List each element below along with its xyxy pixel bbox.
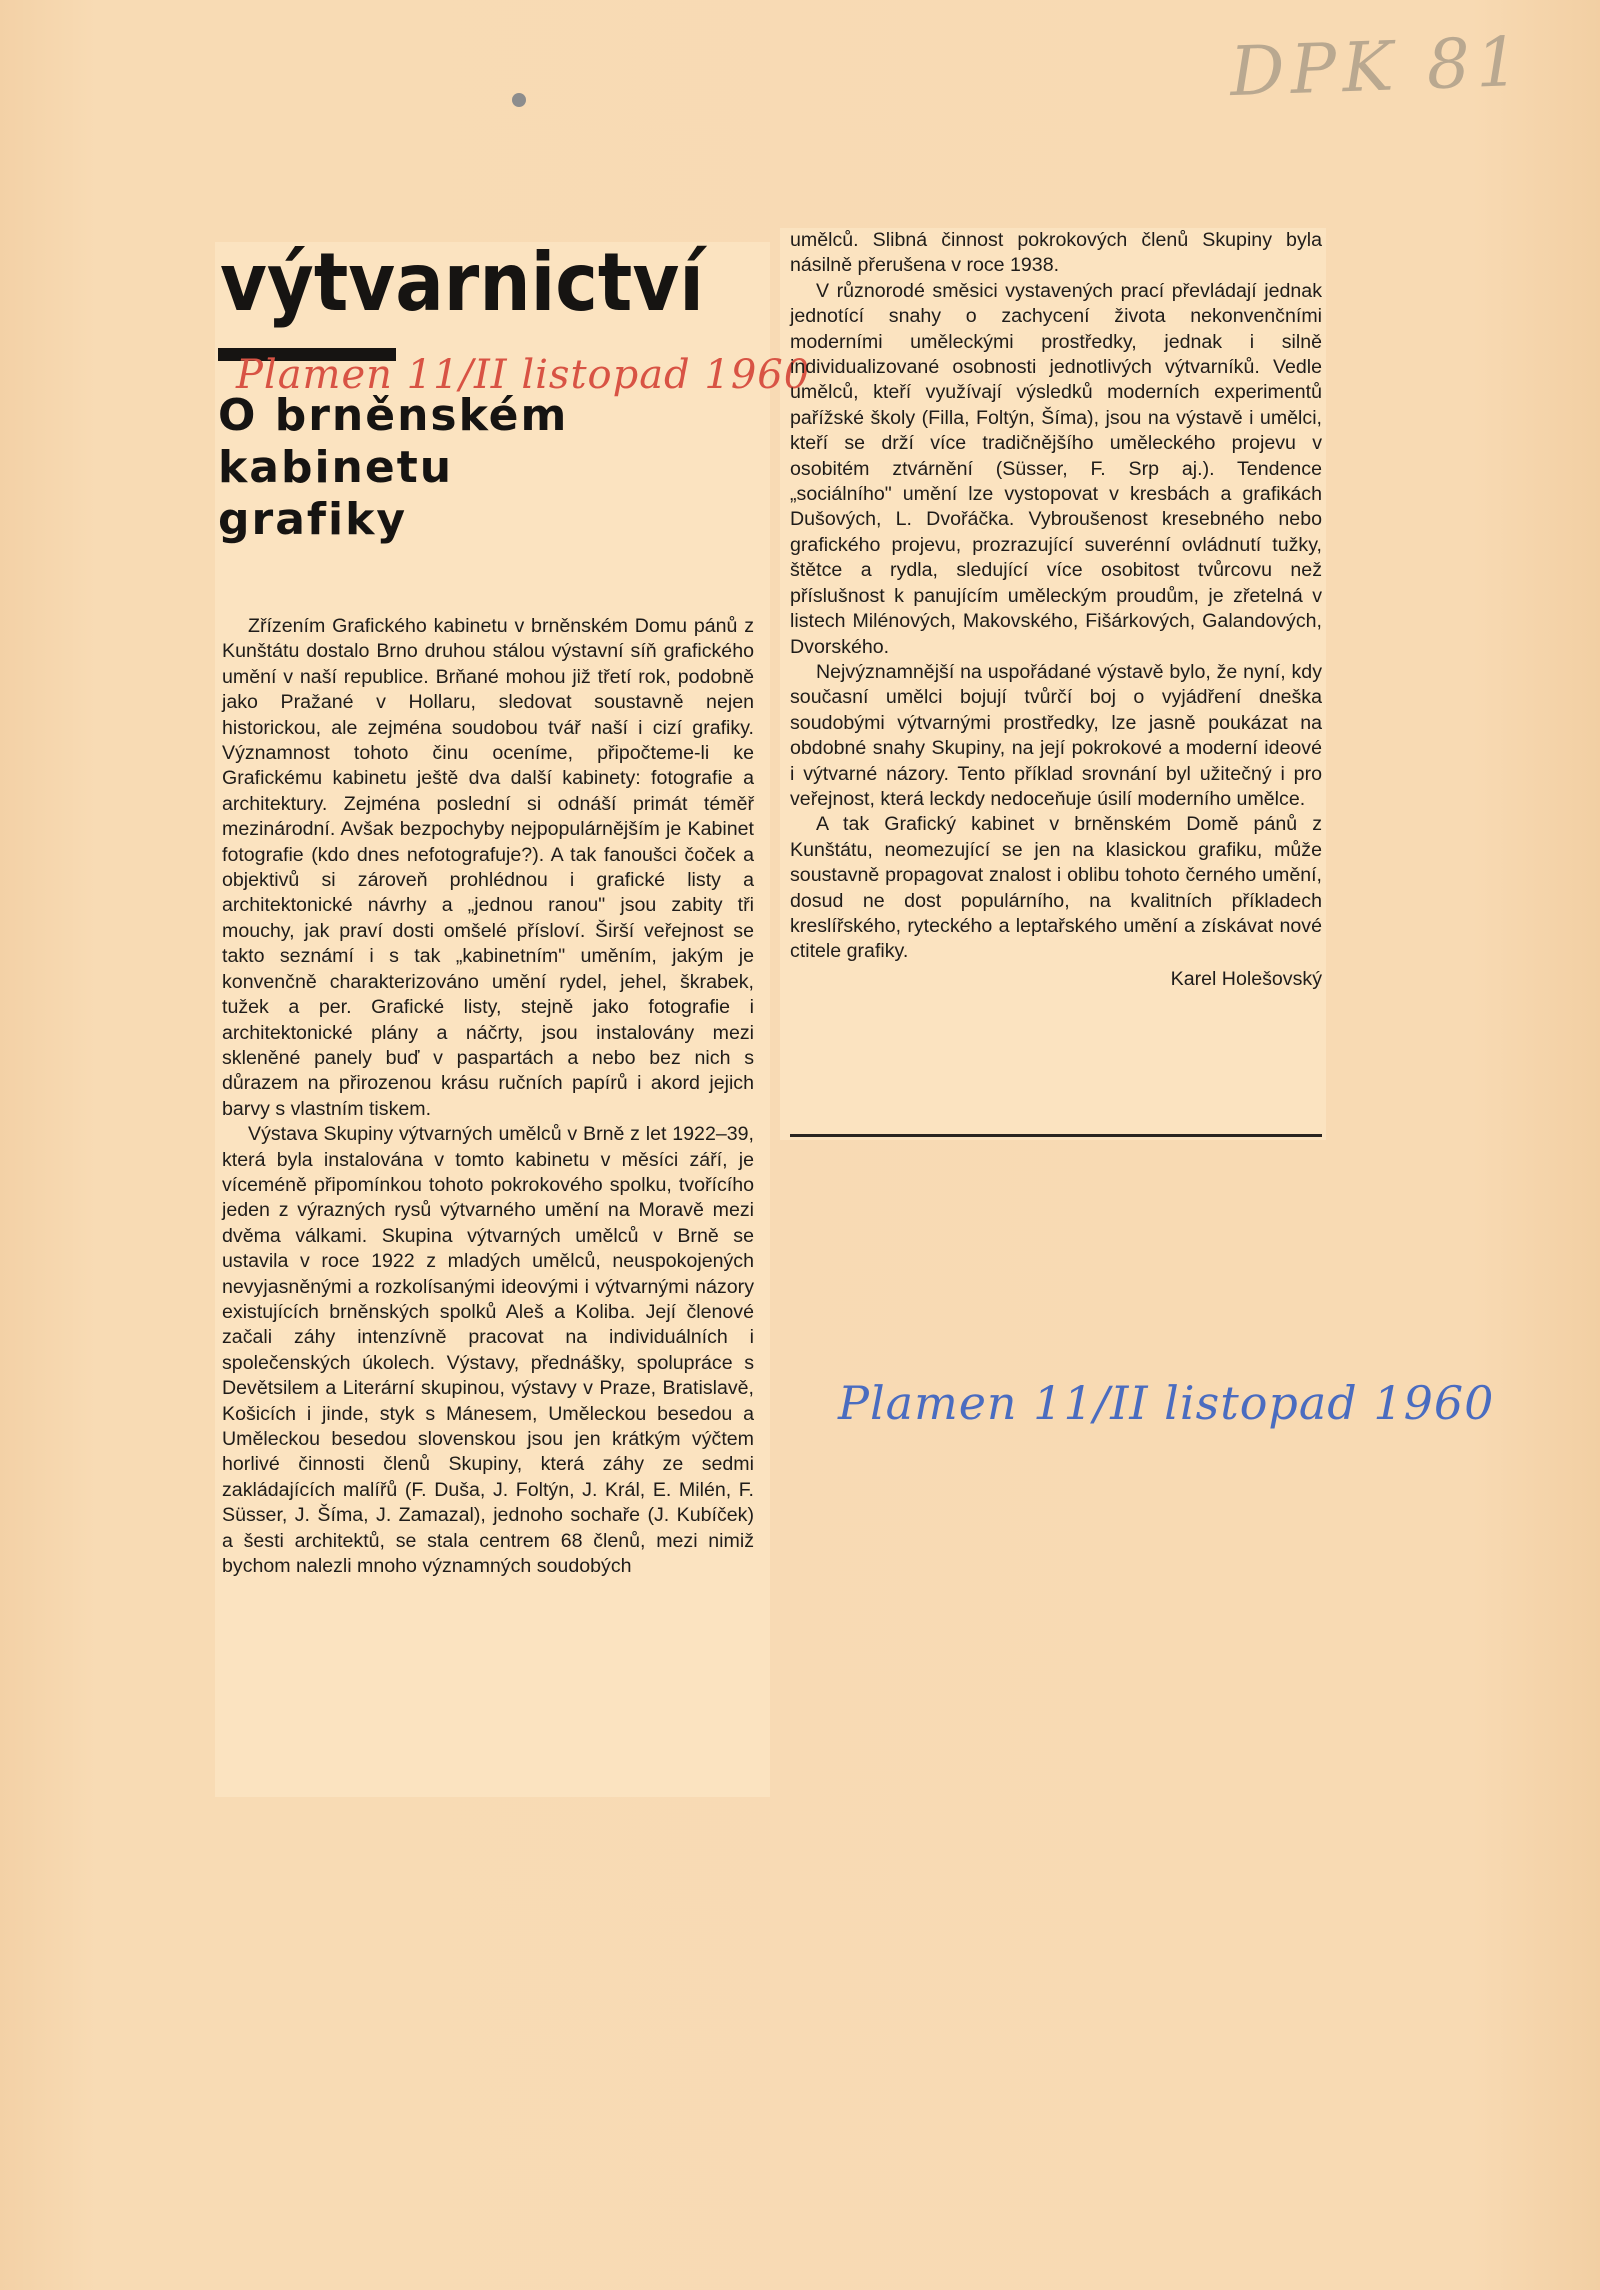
article-column-right bbox=[790, 228, 1322, 992]
punch-hole bbox=[512, 93, 526, 107]
paragraph: Nejvýznamnější na uspořádané výstavě bylo, že nyní, kdy současní umělci bojují tvůrčí boj o vyjádření dneška soudobými výtvarnými prostředky, lze jasně poukázat na obdobné snahy Skupiny, na její pokrokové a moderní ideové i výtvarné názory. Tento příklad srovnání byl užitečný i pro veřejnost, která leckdy nedoceňuje úsilí moderního umělce. bbox=[790, 660, 1322, 810]
source-note-red: Plamen 11/II listopad 1960 bbox=[236, 352, 811, 398]
headline-line: kabinetu bbox=[218, 442, 454, 493]
paragraph: V různorodé směsici vystavených prací převládají jednak jednotící snahy o zachycení života nekonvenčními moderními uměleckými prostředky, jednak i silně individualizované osobnosti jednotlivých výtvarníků. Vedle umělců, kteří využívají výsledků moderních experimentů pařížské školy (Filla, Foltýn, Šíma), jsou na výstavě i umělci, kteří se drží více tradičnějšího uměleckého projevu v osobitém ztvárnění (Süsser, F. Srp aj.). Tendence „sociálního" umění lze vystopovat v kresbách a grafikách Dušových, L. Dvořáčka. Vybroušenost kresebného nebo grafického projevu, prozrazující suverénní ovládnutí tužky, štětce a rydla, sledující více osobitost tvůrcovu než příslušnost k panujícím uměleckým proudům, je zřetelná v listech Milénových, Makovského, Fišárkových, Galandových, Dvorského. bbox=[790, 279, 1322, 658]
paragraph: Zřízením Grafického kabinetu v brněnském Domu pánů z Kunštátu dostalo Brno druhou stálou výstavní síň grafického umění v naší republice. Brňané mohou již třetí rok, podobně jako Pražané v Hollaru, sledovat soustavně nejen historickou, ale zejména soudobou tvář naší i cizí grafiky. Významnost tohoto činu oceníme, připočteme-li ke Grafickému kabinetu ještě dva další kabinety: fotografie a architektury. Zejména poslední si odnáší primát téměř mezinárodní. Avšak bezpochyby nejpopulárnějším je Kabinet fotografie (kdo dnes nefotografuje?). A tak fanoušci čoček a objektivů si zároveň prohlédnou i grafické listy a architektonické návrhy a „jednou ranou" jsou zabity tři mouchy, jak praví dosti omšelé přísloví. Širší veřejnost se takto seznámí i s tak „kabinetním" uměním, jakým je konvenčně charakterizováno umění rydel, jehel, škrabek, tužek a per. Grafické listy, stejně jako fotografie i architektonické plány a náčrty, jsou instalovány mezi skleněné panely buď v paspartách a nebo bez nich s důrazem na přirozenou krásu ručních papírů i akord jejich barvy s vlastním tiskem. bbox=[222, 615, 754, 1120]
section-title: výtvarnictví bbox=[220, 236, 704, 329]
author-signature: Karel Holešovský bbox=[1170, 967, 1322, 990]
paragraph: umělců. Slibná činnost pokrokových členů Skupiny byla násilně přerušena v roce 1938. bbox=[790, 229, 1322, 277]
article-column-left bbox=[222, 614, 754, 1579]
headline-line: O brněnském bbox=[218, 390, 569, 441]
article-end-rule bbox=[790, 1134, 1322, 1137]
archive-mark: DPK 81 bbox=[1228, 22, 1527, 113]
article-headline bbox=[218, 390, 638, 546]
paragraph: A tak Grafický kabinet v brněnském Domě pánů z Kunštátu, neomezující se jen na klasickou grafiku, může soustavně propagovat znalost i oblibu tohoto černého umění, dosud ne dost populárního, na kvalitních příkladech kreslířského, ryteckého a leptařského umění a získávat nové ctitele grafiky. bbox=[790, 813, 1322, 963]
paragraph: Výstava Skupiny výtvarných umělců v Brně z let 1922–39, která byla instalována v tomto kabinetu v měsíci září, je víceméně připomínkou tohoto pokrokového spolku, tvořícího jeden z výrazných rysů výtvarného umění na Moravě mezi dvěma válkami. Skupina výtvarných umělců v Brně se ustavila v roce 1922 z mladých umělců, neuspokojených nevyjasněnými a rozkolísanými ideovými i výtvarnými názory existujících brněnských spolků Aleš a Koliba. Její členové začali záhy intenzívně pracovat na individuálních i společenských úkolech. Výstavy, přednášky, spolupráce s Devětsilem a Literární skupinou, výstavy v Praze, Bratislavě, Košicích i jinde, styk s Mánesem, Uměleckou besedou a Uměleckou besedou slovenskou jsou jen krátkým výčtem horlivé činnosti členů Skupiny, která záhy ze sedmi zakládajících malířů (F. Duša, J. Foltýn, J. Král, E. Milén, F. Süsser, J. Šíma, J. Zamazal), jednoho sochaře (J. Kubíček) a šesti architektů, se stala centrem 68 členů, mezi nimiž bychom nalezli mnoho významných soudobých bbox=[222, 1123, 754, 1578]
source-note-blue: Plamen 11/II listopad 1960 bbox=[838, 1376, 1495, 1430]
headline-line: grafiky bbox=[218, 494, 408, 545]
